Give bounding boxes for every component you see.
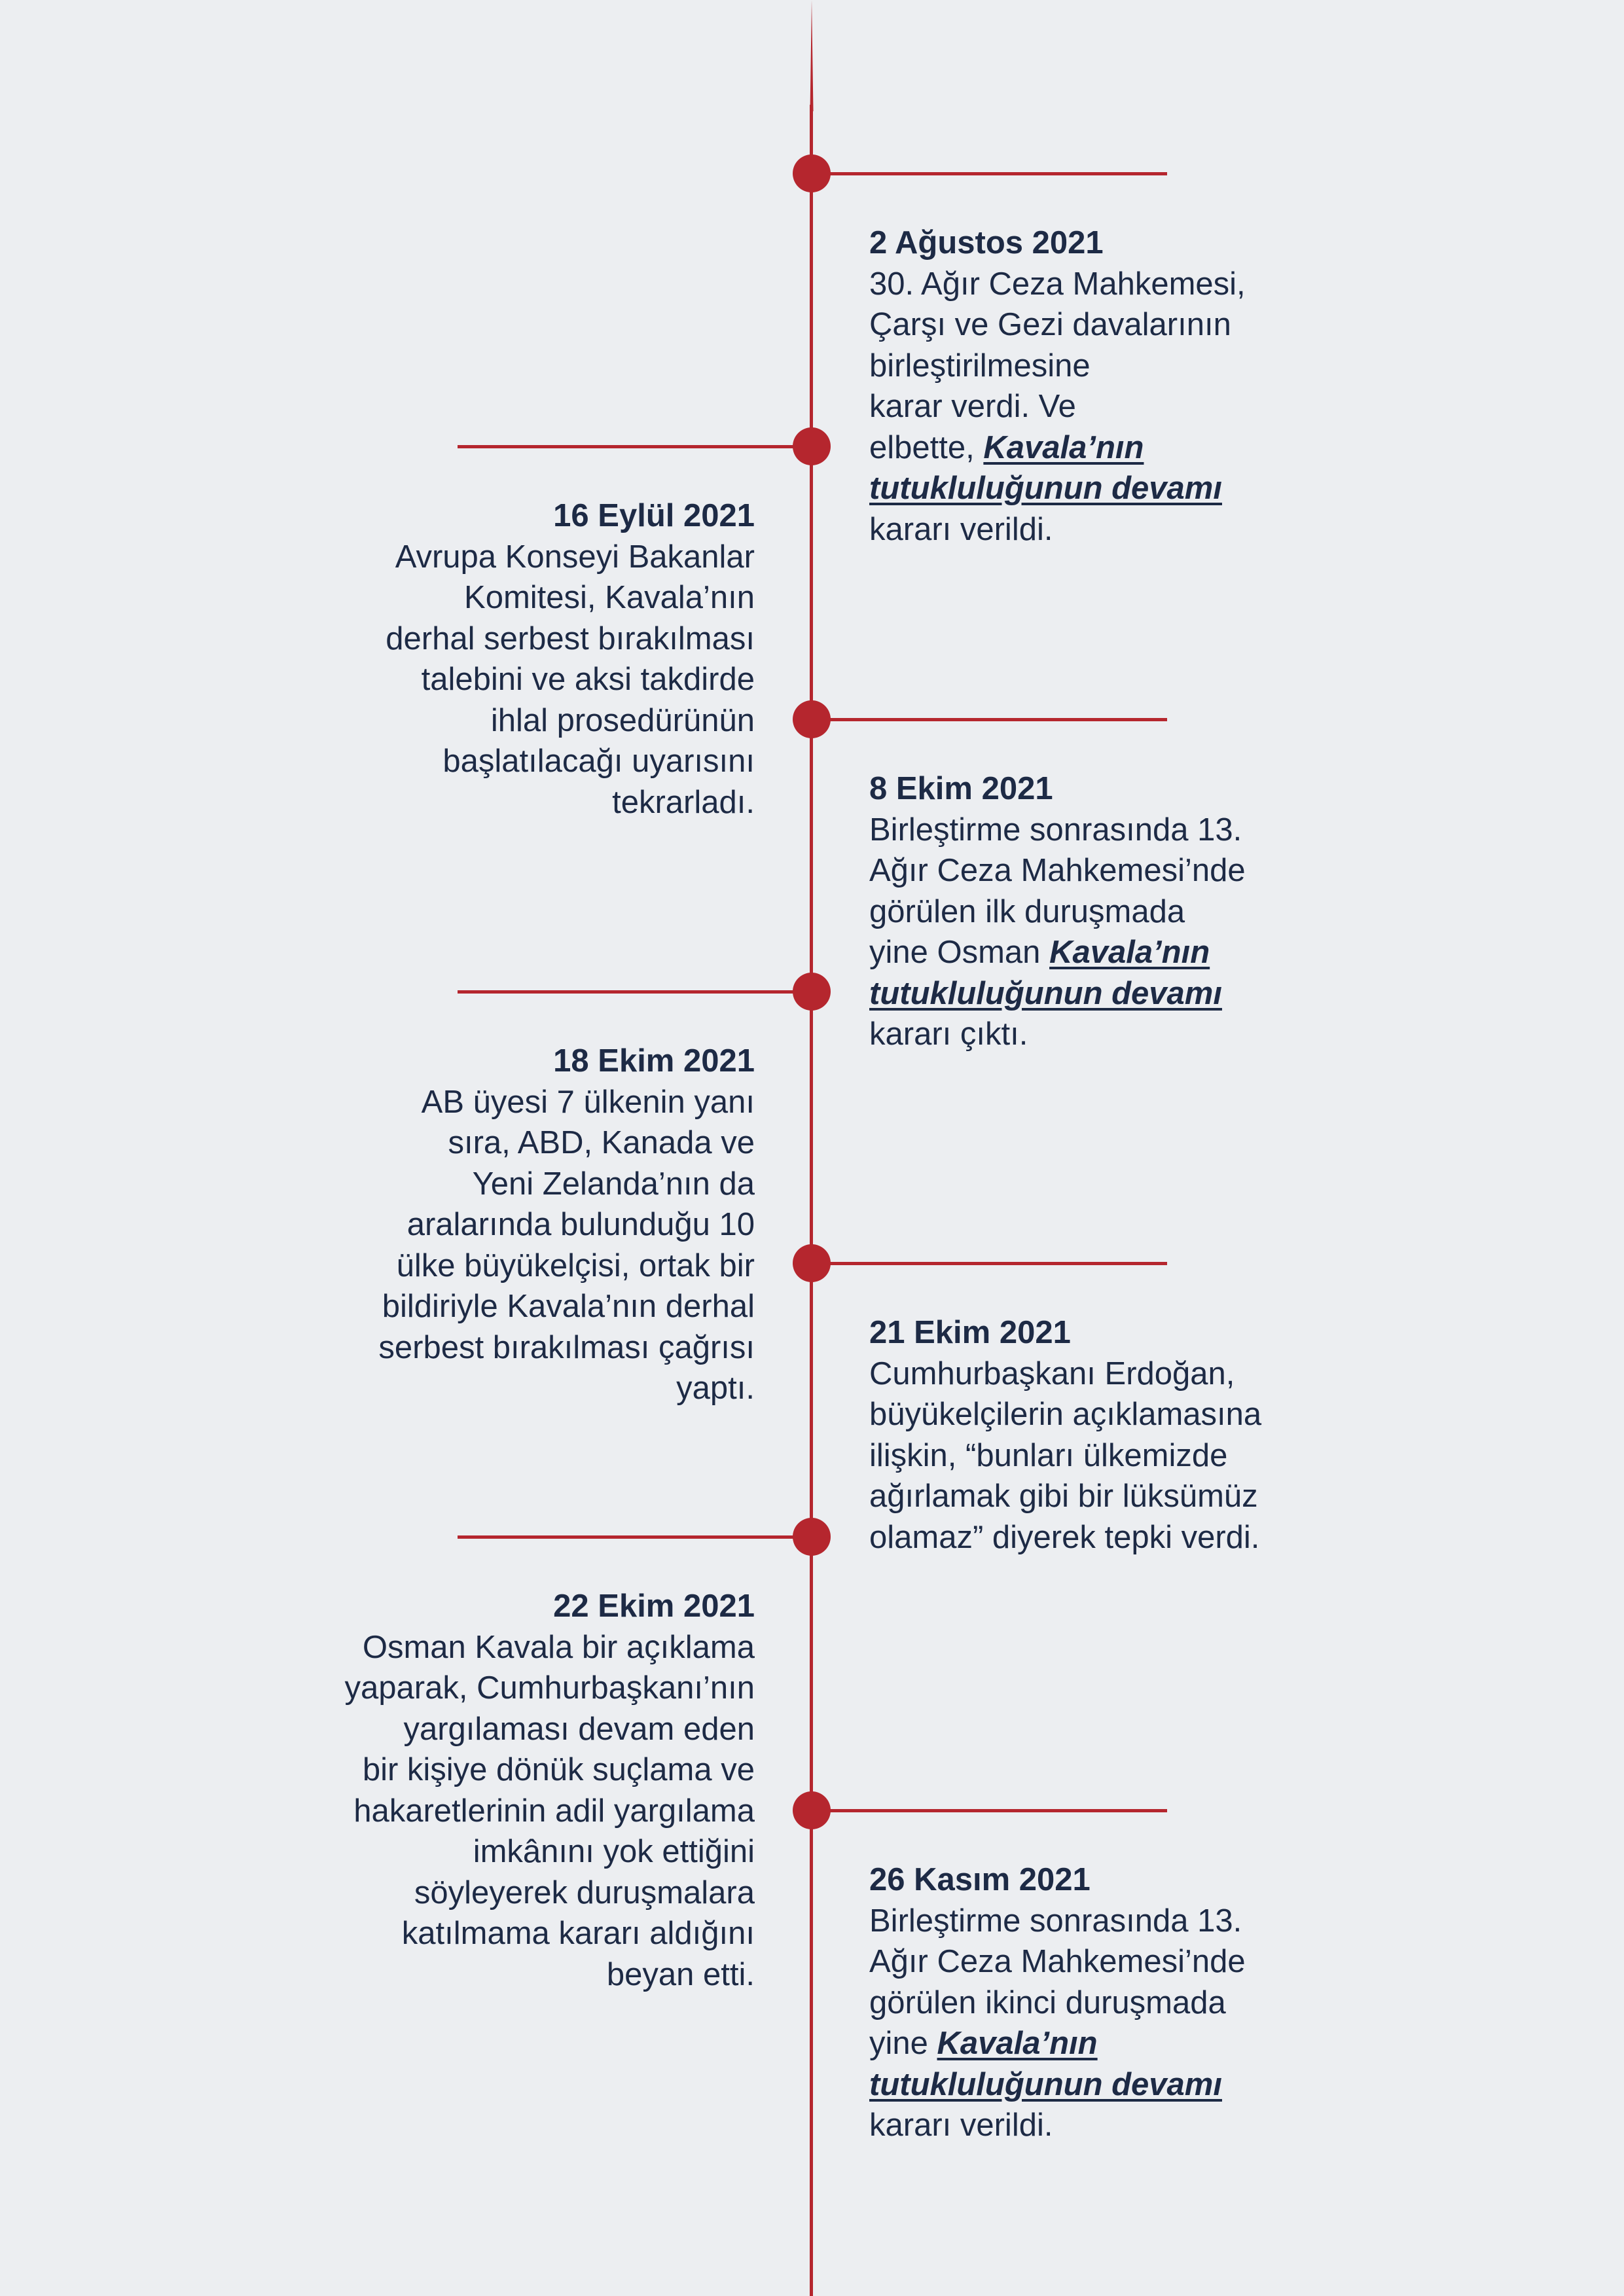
plain-text: yaparak, Cumhurbaşkanı’nın bbox=[344, 1670, 755, 1706]
entry-text-line bbox=[869, 264, 1341, 305]
plain-text: yargılaması devam eden bbox=[403, 1711, 755, 1747]
plain-text: Cumhurbaşkanı Erdoğan, bbox=[869, 1355, 1235, 1391]
plain-text: Çarşı ve Gezi davalarının bbox=[869, 307, 1231, 342]
entry-text-line bbox=[275, 741, 755, 782]
plain-text: tekrarladı. bbox=[612, 784, 755, 820]
plain-text: bir kişiye dönük suçlama ve bbox=[362, 1752, 755, 1787]
plain-text: hakaretlerinin adil yargılama bbox=[353, 1793, 755, 1829]
timeline-entry bbox=[869, 1312, 1341, 1558]
plain-text: Yeni Zelanda’nın da bbox=[472, 1166, 755, 1202]
plain-text: başlatılacağı uyarısını bbox=[442, 744, 755, 779]
timeline-entry bbox=[869, 223, 1341, 550]
timeline-branch bbox=[812, 172, 1167, 175]
plain-text: kararı verildi. bbox=[869, 2108, 1053, 2143]
plain-text: söyleyerek duruşmalara bbox=[414, 1874, 755, 1910]
entry-text-line bbox=[275, 577, 755, 619]
plain-text: talebini ve aksi takdirde bbox=[421, 662, 755, 697]
plain-text: yine bbox=[869, 2026, 937, 2061]
timeline-entry bbox=[869, 1859, 1341, 2146]
entry-text-line bbox=[869, 468, 1341, 509]
entry-text-line bbox=[275, 1164, 755, 1205]
plain-text: Ağır Ceza Mahkemesi’nde bbox=[869, 853, 1246, 888]
plain-text: 30. Ağır Ceza Mahkemesi, bbox=[869, 266, 1246, 302]
emphasis-text: tutukluluğunun devamı bbox=[869, 2066, 1222, 2102]
entry-text-line bbox=[275, 619, 755, 660]
entry-text-line bbox=[869, 509, 1341, 550]
plain-text: olamaz” diyerek tepki verdi. bbox=[869, 1519, 1260, 1555]
plain-text: yaptı. bbox=[676, 1371, 755, 1406]
plain-text: yine Osman bbox=[869, 935, 1050, 970]
entry-text-line bbox=[275, 1791, 755, 1832]
timeline-branch bbox=[812, 1262, 1167, 1265]
plain-text: sıra, ABD, Kanada ve bbox=[448, 1125, 755, 1160]
entry-text-line bbox=[275, 1954, 755, 1996]
entry-text-line bbox=[275, 537, 755, 578]
plain-text: imkânını yok ettiğini bbox=[473, 1834, 755, 1869]
entry-text-line bbox=[275, 700, 755, 742]
plain-text: görülen ilk duruşmada bbox=[869, 893, 1185, 929]
emphasis-text: tutukluluğunun devamı bbox=[869, 975, 1222, 1011]
plain-text: Ağır Ceza Mahkemesi’nde bbox=[869, 1944, 1246, 1979]
timeline-branch bbox=[812, 1809, 1167, 1812]
entry-text-line bbox=[275, 1709, 755, 1750]
entry-text-line bbox=[275, 659, 755, 700]
entry-text-line bbox=[869, 932, 1341, 973]
entry-text-line bbox=[275, 1831, 755, 1873]
plain-text: derhal serbest bırakılması bbox=[386, 620, 755, 656]
entry-text-line bbox=[275, 1668, 755, 1709]
entry-text-line bbox=[869, 346, 1341, 387]
entry-date: 22 Ekim 2021 bbox=[553, 1588, 755, 1624]
entry-text-line bbox=[869, 810, 1341, 851]
timeline-entry bbox=[275, 1041, 755, 1409]
entry-text-line bbox=[275, 1627, 755, 1668]
entry-date: 21 Ekim 2021 bbox=[869, 1315, 1071, 1350]
entry-text-line bbox=[275, 1286, 755, 1327]
entry-date: 26 Kasım 2021 bbox=[869, 1862, 1091, 1897]
timeline-branch bbox=[458, 990, 811, 994]
entry-text-line bbox=[869, 973, 1341, 1014]
plain-text: Osman Kavala bir açıklama bbox=[362, 1629, 755, 1665]
entry-text-line bbox=[275, 1204, 755, 1246]
plain-text: serbest bırakılması çağrısı bbox=[378, 1329, 755, 1365]
plain-text: Birleştirme sonrasında 13. bbox=[869, 812, 1242, 848]
emphasis-text: Kavala’nın bbox=[983, 429, 1144, 465]
timeline-branch bbox=[458, 1535, 811, 1539]
plain-text: ilişkin, “bunları ülkemizde bbox=[869, 1437, 1228, 1473]
timeline-entry bbox=[275, 1586, 755, 1995]
entry-text-line bbox=[869, 1517, 1341, 1558]
plain-text: kararı çıktı. bbox=[869, 1016, 1028, 1052]
plain-text: ağırlamak gibi bir lüksümüz bbox=[869, 1479, 1258, 1514]
entry-text-line bbox=[869, 2023, 1341, 2064]
plain-text: karar verdi. Ve bbox=[869, 389, 1076, 424]
entry-text-line bbox=[869, 1982, 1341, 2024]
entry-text-line bbox=[869, 1354, 1341, 1395]
emphasis-text: tutukluluğunun devamı bbox=[869, 471, 1222, 506]
plain-text: AB üyesi 7 ülkenin yanı bbox=[421, 1084, 755, 1120]
entry-date: 8 Ekim 2021 bbox=[869, 771, 1053, 806]
timeline-branch bbox=[458, 445, 811, 448]
entry-text-line bbox=[275, 1246, 755, 1287]
entry-text-line bbox=[869, 850, 1341, 891]
entry-text-line bbox=[275, 1749, 755, 1791]
plain-text: görülen ikinci duruşmada bbox=[869, 1984, 1226, 2020]
entry-date: 18 Ekim 2021 bbox=[553, 1043, 755, 1079]
entry-text-line bbox=[275, 1082, 755, 1123]
emphasis-text: Kavala’nın bbox=[1049, 935, 1210, 970]
entry-text-line bbox=[869, 1941, 1341, 1982]
entry-date: 2 Ağustos 2021 bbox=[869, 225, 1104, 260]
entry-text-line bbox=[869, 2105, 1341, 2146]
entry-text-line bbox=[869, 2064, 1341, 2106]
plain-text: kararı verildi. bbox=[869, 511, 1053, 547]
plain-text: büyükelçilerin açıklamasına bbox=[869, 1397, 1262, 1432]
entry-text-line bbox=[275, 1122, 755, 1164]
entry-text-line bbox=[275, 782, 755, 823]
entry-text-line bbox=[275, 1873, 755, 1914]
plain-text: Komitesi, Kavala’nın bbox=[464, 580, 755, 615]
entry-text-line bbox=[869, 427, 1341, 469]
timeline-spine-tip bbox=[805, 0, 818, 111]
emphasis-text: Kavala’nın bbox=[937, 2026, 1098, 2061]
plain-text: beyan etti. bbox=[606, 1956, 755, 1992]
entry-date: 16 Eylül 2021 bbox=[553, 498, 755, 533]
timeline-entry bbox=[869, 768, 1341, 1055]
entry-text-line bbox=[869, 386, 1341, 427]
entry-text-line bbox=[275, 1368, 755, 1409]
entry-text-line bbox=[275, 1327, 755, 1369]
timeline-branch bbox=[812, 718, 1167, 721]
entry-text-line bbox=[869, 304, 1341, 346]
plain-text: birleştirilmesine bbox=[869, 348, 1091, 384]
plain-text: Birleştirme sonrasında 13. bbox=[869, 1903, 1242, 1939]
plain-text: bildiriyle Kavala’nın derhal bbox=[382, 1289, 755, 1324]
timeline-entry bbox=[275, 495, 755, 823]
plain-text: elbette, bbox=[869, 429, 984, 465]
entry-text-line bbox=[869, 1394, 1341, 1435]
plain-text: Avrupa Konseyi Bakanlar bbox=[395, 539, 755, 575]
entry-text-line bbox=[869, 1014, 1341, 1055]
plain-text: ihlal prosedürünün bbox=[490, 702, 755, 738]
entry-text-line bbox=[275, 1913, 755, 1954]
entry-text-line bbox=[869, 1476, 1341, 1517]
plain-text: katılmama kararı aldığını bbox=[401, 1916, 755, 1951]
entry-text-line bbox=[869, 1901, 1341, 1942]
plain-text: ülke büyükelçisi, ortak bir bbox=[396, 1247, 755, 1283]
plain-text: aralarında bulunduğu 10 bbox=[406, 1207, 755, 1242]
entry-text-line bbox=[869, 891, 1341, 933]
entry-text-line bbox=[869, 1435, 1341, 1477]
